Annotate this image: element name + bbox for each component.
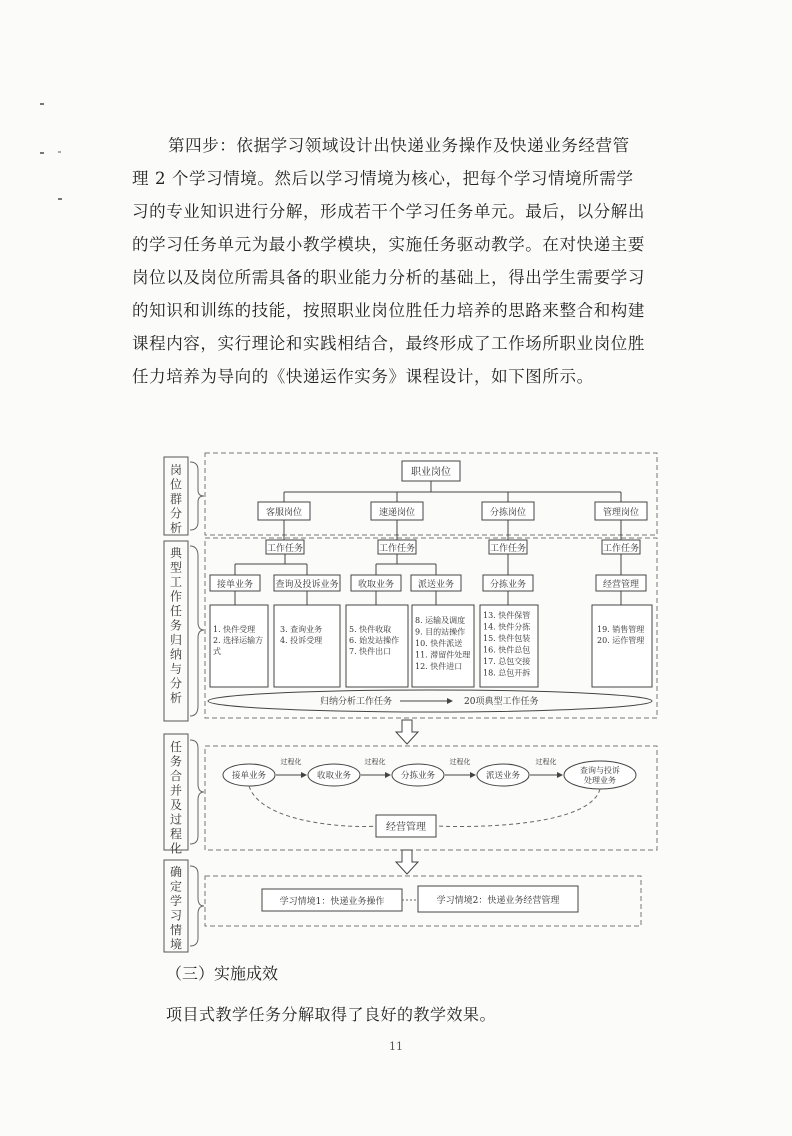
detail-box (274, 605, 340, 687)
job-position-label: 职业岗位 (411, 467, 451, 478)
task-label: 经营管理 (602, 580, 640, 590)
position-label: 客服岗位 (265, 508, 303, 518)
detail-item: 2. 选择运输方 (213, 636, 264, 645)
flow-node-label: 派送业务 (485, 771, 521, 781)
work-task-label (602, 540, 640, 554)
position-node (482, 502, 534, 520)
paragraph-line: 第四步：依据学习领域设计出快递业务操作及快递业务经营管 (168, 136, 630, 155)
side-label-situation (164, 860, 188, 952)
position-label: 管理岗位 (602, 508, 640, 518)
paragraph-line: 理 2 个学习情境。然后以学习情境为核心，把每个学习情境所需学 (132, 169, 634, 188)
situation-label: 学习情境1：快递业务操作 (279, 897, 385, 907)
detail-item: 8. 运输及调度 (415, 616, 466, 625)
side-label-text: 任务合并及过程化 (169, 740, 183, 856)
position-label: 速递岗位 (378, 508, 416, 518)
side-label-text: 确定学习情境 (169, 865, 183, 952)
position-node (371, 502, 423, 520)
paragraph-line: 的学习任务单元为最小教学模块，实施任务驱动教学。在对快递主要 (132, 235, 645, 254)
detail-item: 18. 总包开拆 (483, 668, 531, 678)
summary-left-text: 归纳分析工作任务 (319, 697, 392, 707)
detail-item: 9. 目的站操作 (415, 627, 466, 637)
side-label-task-merge (164, 734, 188, 856)
side-label-text: 典型工作任务归纳与分析 (169, 546, 183, 705)
job-position-node (402, 461, 460, 481)
flow-edge-label: 过程化 (535, 758, 557, 766)
detail-item: 15. 快件包装 (483, 634, 531, 643)
section-heading: （三）实施成效 (166, 964, 279, 983)
side-label-text: 岗位群分析 (169, 463, 183, 535)
flow-edge-label: 过程化 (364, 758, 386, 766)
flow-edge-label: 过程化 (449, 758, 471, 766)
flow-node-label: 收取业务 (316, 771, 352, 781)
paragraph-line: 习的专业知识进行分解，形成若干个学习任务单元。最后，以分解出 (132, 202, 645, 221)
situation-node (262, 889, 402, 911)
result-text: 项目式教学任务分解取得了良好的教学效果。 (166, 1005, 497, 1024)
detail-item: 14. 快件分拣 (483, 622, 531, 632)
detail-item: 11. 滞留件处理 (415, 650, 471, 660)
detail-item: 4. 投诉受理 (280, 636, 323, 645)
paragraph-line: 岗位以及岗位所需具备的职业能力分析的基础上，得出学生需要学习 (132, 268, 645, 287)
work-task-text: 工作任务 (602, 544, 640, 554)
position-label: 分拣岗位 (489, 508, 527, 518)
detail-item: 1. 快件受理 (213, 625, 256, 634)
task-node (596, 575, 646, 591)
detail-item: 17. 总包交接 (483, 657, 531, 666)
flow-node (392, 764, 444, 786)
detail-box (346, 605, 408, 687)
task-label: 分拣业务 (489, 580, 527, 590)
flow-node (477, 764, 529, 786)
management-node (376, 815, 436, 837)
task-node (274, 575, 340, 591)
summary-ellipse (208, 690, 652, 712)
detail-item: 16. 快件总包 (483, 645, 531, 655)
position-node (595, 502, 647, 520)
task-node (411, 575, 461, 591)
paragraph-line: 任力培养为导向的《快递运作实务》课程设计，如下图所示。 (132, 367, 594, 386)
task-node (210, 575, 260, 591)
detail-item: 20. 运作管理 (597, 636, 645, 645)
work-task-label (489, 540, 527, 554)
detail-item: 5. 快件收取 (349, 625, 392, 634)
task-label: 收取业务 (357, 580, 395, 590)
flow-node-label: 查询与投诉 (580, 766, 620, 775)
flow-node-label: 分拣业务 (400, 771, 436, 781)
flow-node-label: 处理业务 (584, 776, 616, 785)
work-task-text: 工作任务 (266, 544, 304, 554)
flow-node (564, 761, 636, 789)
detail-item: 7. 快件出口 (349, 647, 392, 656)
paragraph-line: 的知识和训练的技能，按照职业岗位胜任力培养的思路来整合和构建 (132, 301, 645, 320)
detail-item: 13. 快件保管 (483, 611, 531, 620)
side-label-job-cluster (164, 457, 188, 535)
detail-item: 3. 查询业务 (280, 625, 323, 634)
detail-item: 10. 快件派送 (415, 639, 463, 648)
down-arrow-icon (396, 850, 418, 874)
task-label: 接单业务 (216, 580, 254, 590)
flow-edge-label: 过程化 (280, 758, 302, 766)
work-task-label (266, 540, 304, 554)
work-task-label (378, 540, 416, 554)
side-label-typical-tasks (164, 541, 188, 721)
summary-right-text: 20项典型工作任务 (464, 697, 539, 707)
work-task-text: 工作任务 (489, 544, 527, 554)
flow-node (223, 764, 275, 786)
flow-node-label: 接单业务 (231, 771, 267, 781)
detail-box (210, 605, 268, 687)
detail-box (592, 605, 652, 687)
flow-node (308, 764, 360, 786)
paragraph-line: 课程内容，实行理论和实践相结合，最终形成了工作场所职业岗位胜 (132, 334, 645, 353)
task-node (483, 575, 533, 591)
detail-item: 19. 销售管理 (597, 625, 645, 634)
situation-node (418, 886, 578, 912)
task-label: 查询及投诉业务 (275, 580, 339, 590)
situation-label: 学习情境2：快递业务经营管理 (436, 896, 560, 906)
detail-item: 式 (213, 647, 221, 656)
detail-item: 6. 始发站操作 (349, 636, 400, 645)
down-arrow-icon (396, 720, 418, 744)
task-label: 派送业务 (417, 580, 455, 590)
management-label: 经营管理 (386, 822, 426, 833)
page-number: 11 (389, 1040, 403, 1053)
work-task-text: 工作任务 (378, 544, 416, 554)
task-node (351, 575, 401, 591)
position-node (258, 502, 310, 520)
detail-item: 12. 快件进口 (415, 662, 463, 671)
